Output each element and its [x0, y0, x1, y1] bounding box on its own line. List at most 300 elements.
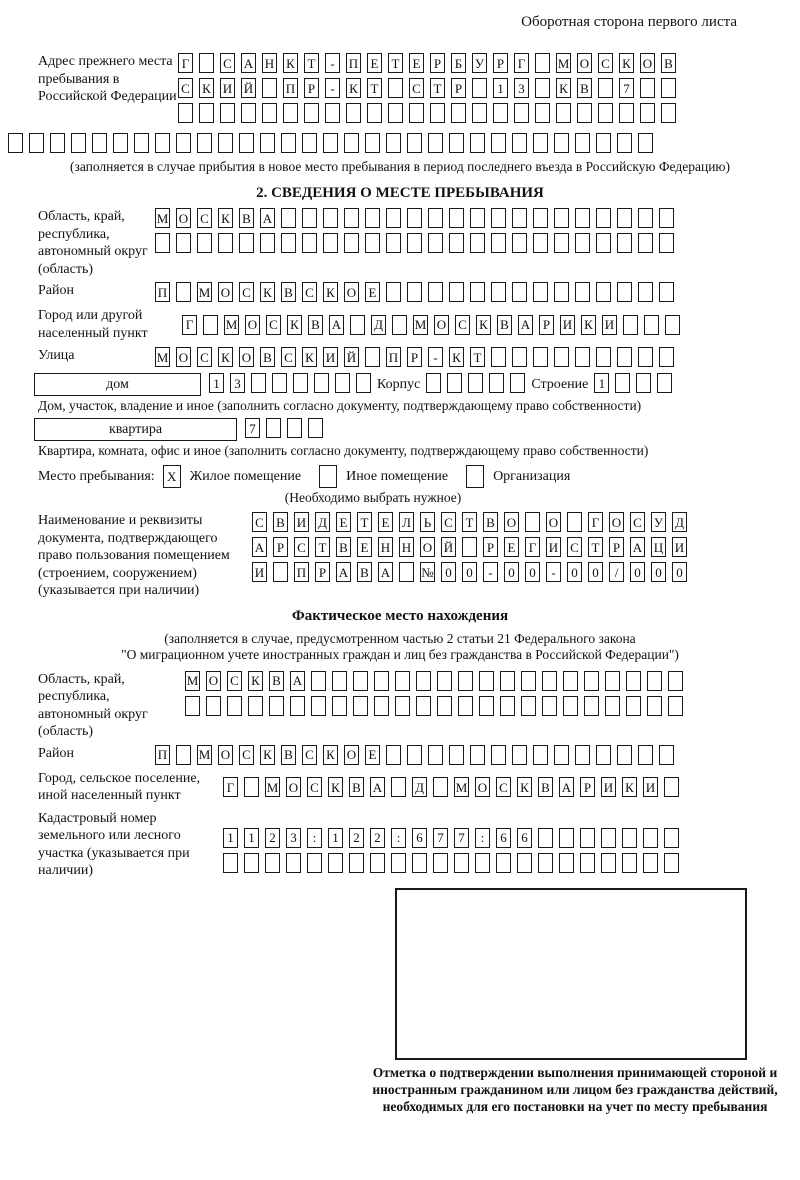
char-cell[interactable]: К [283, 53, 298, 73]
char-cell[interactable] [617, 133, 632, 153]
char-cell[interactable] [605, 696, 620, 716]
char-cell[interactable]: П [386, 347, 401, 367]
char-cell[interactable] [428, 233, 443, 253]
char-cell[interactable]: Г [514, 53, 529, 73]
char-cell[interactable] [344, 208, 359, 228]
char-cell[interactable] [491, 233, 506, 253]
char-cell[interactable] [626, 696, 641, 716]
char-cell[interactable] [512, 233, 527, 253]
char-cell[interactable] [332, 671, 347, 691]
char-cell[interactable] [409, 103, 424, 123]
char-cell[interactable]: О [239, 347, 254, 367]
char-cell[interactable] [311, 696, 326, 716]
char-cell[interactable]: Р [609, 537, 624, 557]
char-cell[interactable]: И [601, 777, 616, 797]
char-cell[interactable] [281, 208, 296, 228]
char-cell[interactable]: Е [409, 53, 424, 73]
char-cell[interactable] [622, 828, 637, 848]
char-cell[interactable] [311, 671, 326, 691]
char-cell[interactable]: - [428, 347, 443, 367]
char-cell[interactable]: 0 [567, 562, 582, 582]
char-cell[interactable] [665, 315, 680, 335]
char-cell[interactable]: - [325, 78, 340, 98]
char-cell[interactable] [533, 745, 548, 765]
char-cell[interactable]: Е [365, 745, 380, 765]
char-cell[interactable] [475, 853, 490, 873]
char-cell[interactable] [220, 103, 235, 123]
char-cell[interactable] [365, 347, 380, 367]
char-cell[interactable]: 1 [244, 828, 259, 848]
char-cell[interactable]: Н [378, 537, 393, 557]
char-cell[interactable]: 3 [286, 828, 301, 848]
char-cell[interactable]: О [218, 282, 233, 302]
char-cell[interactable] [554, 282, 569, 302]
char-cell[interactable]: Т [304, 53, 319, 73]
char-cell[interactable] [563, 671, 578, 691]
char-cell[interactable]: Б [451, 53, 466, 73]
char-cell[interactable]: О [475, 777, 490, 797]
char-cell[interactable]: М [224, 315, 239, 335]
char-cell[interactable]: М [155, 347, 170, 367]
char-cell[interactable]: 7 [454, 828, 469, 848]
char-cell[interactable]: О [176, 347, 191, 367]
char-cell[interactable]: С [197, 347, 212, 367]
char-cell[interactable] [323, 208, 338, 228]
char-cell[interactable]: О [577, 53, 592, 73]
char-cell[interactable]: К [218, 347, 233, 367]
char-cell[interactable]: И [560, 315, 575, 335]
char-cell[interactable] [554, 233, 569, 253]
char-cell[interactable] [356, 373, 371, 393]
char-cell[interactable] [395, 671, 410, 691]
char-cell[interactable]: Т [430, 78, 445, 98]
char-cell[interactable]: С [567, 537, 582, 557]
char-cell[interactable] [281, 133, 296, 153]
char-cell[interactable]: И [546, 537, 561, 557]
char-cell[interactable] [433, 853, 448, 873]
char-cell[interactable] [538, 828, 553, 848]
char-cell[interactable] [554, 347, 569, 367]
char-cell[interactable]: 0 [651, 562, 666, 582]
char-cell[interactable] [623, 315, 638, 335]
char-cell[interactable] [302, 133, 317, 153]
char-cell[interactable] [577, 103, 592, 123]
char-cell[interactable] [344, 133, 359, 153]
char-cell[interactable]: Р [483, 537, 498, 557]
char-cell[interactable]: А [370, 777, 385, 797]
char-cell[interactable] [489, 373, 504, 393]
char-cell[interactable]: О [504, 512, 519, 532]
char-cell[interactable]: Е [504, 537, 519, 557]
char-cell[interactable]: 0 [630, 562, 645, 582]
char-cell[interactable]: Р [304, 78, 319, 98]
char-cell[interactable] [176, 233, 191, 253]
char-cell[interactable] [328, 853, 343, 873]
char-cell[interactable] [365, 133, 380, 153]
char-cell[interactable] [269, 696, 284, 716]
char-cell[interactable] [260, 133, 275, 153]
char-cell[interactable]: 3 [514, 78, 529, 98]
char-cell[interactable] [458, 671, 473, 691]
char-cell[interactable] [664, 828, 679, 848]
char-cell[interactable] [514, 103, 529, 123]
char-cell[interactable] [596, 282, 611, 302]
char-cell[interactable] [470, 745, 485, 765]
char-cell[interactable]: Г [588, 512, 603, 532]
char-cell[interactable]: О [245, 315, 260, 335]
char-cell[interactable]: К [302, 347, 317, 367]
char-cell[interactable] [302, 208, 317, 228]
char-cell[interactable]: К [449, 347, 464, 367]
char-cell[interactable] [554, 745, 569, 765]
char-cell[interactable] [349, 853, 364, 873]
char-cell[interactable]: 7 [433, 828, 448, 848]
char-cell[interactable] [638, 208, 653, 228]
char-cell[interactable] [575, 208, 590, 228]
char-cell[interactable] [370, 853, 385, 873]
char-cell[interactable] [643, 828, 658, 848]
char-cell[interactable] [239, 233, 254, 253]
char-cell[interactable]: О [640, 53, 655, 73]
char-cell[interactable] [617, 233, 632, 253]
char-cell[interactable] [386, 133, 401, 153]
char-cell[interactable] [449, 133, 464, 153]
char-cell[interactable]: О [546, 512, 561, 532]
char-cell[interactable] [449, 233, 464, 253]
char-cell[interactable]: Т [470, 347, 485, 367]
char-cell[interactable]: О [344, 282, 359, 302]
char-cell[interactable] [454, 853, 469, 873]
char-cell[interactable]: С [239, 282, 254, 302]
char-cell[interactable] [538, 853, 553, 873]
char-cell[interactable] [407, 282, 422, 302]
char-cell[interactable] [197, 233, 212, 253]
char-cell[interactable] [244, 777, 259, 797]
char-cell[interactable] [437, 696, 452, 716]
char-cell[interactable]: Р [493, 53, 508, 73]
char-cell[interactable] [344, 233, 359, 253]
char-cell[interactable]: Ц [651, 537, 666, 557]
char-cell[interactable]: Д [672, 512, 687, 532]
char-cell[interactable] [512, 208, 527, 228]
char-cell[interactable] [281, 233, 296, 253]
char-cell[interactable]: М [265, 777, 280, 797]
char-cell[interactable] [251, 373, 266, 393]
char-cell[interactable] [521, 671, 536, 691]
char-cell[interactable] [416, 671, 431, 691]
char-cell[interactable] [176, 745, 191, 765]
char-cell[interactable] [580, 828, 595, 848]
char-cell[interactable]: Н [399, 537, 414, 557]
char-cell[interactable]: Г [182, 315, 197, 335]
char-cell[interactable]: 0 [525, 562, 540, 582]
char-cell[interactable]: К [556, 78, 571, 98]
char-cell[interactable]: С [294, 537, 309, 557]
char-cell[interactable]: М [185, 671, 200, 691]
char-cell[interactable]: С [302, 282, 317, 302]
char-cell[interactable] [407, 133, 422, 153]
char-cell[interactable] [350, 315, 365, 335]
char-cell[interactable] [664, 853, 679, 873]
char-cell[interactable]: В [661, 53, 676, 73]
char-cell[interactable] [479, 671, 494, 691]
char-cell[interactable] [391, 777, 406, 797]
char-cell[interactable] [293, 373, 308, 393]
char-cell[interactable] [388, 78, 403, 98]
checkbox[interactable] [466, 465, 484, 488]
char-cell[interactable] [575, 282, 590, 302]
char-cell[interactable] [265, 853, 280, 873]
char-cell[interactable] [449, 745, 464, 765]
char-cell[interactable]: Т [367, 78, 382, 98]
char-cell[interactable] [596, 133, 611, 153]
char-cell[interactable]: У [472, 53, 487, 73]
char-cell[interactable] [262, 78, 277, 98]
char-cell[interactable] [617, 745, 632, 765]
char-cell[interactable]: С [455, 315, 470, 335]
char-cell[interactable]: П [294, 562, 309, 582]
char-cell[interactable] [542, 696, 557, 716]
char-cell[interactable]: А [252, 537, 267, 557]
char-cell[interactable] [185, 696, 200, 716]
char-cell[interactable]: В [269, 671, 284, 691]
char-cell[interactable]: А [378, 562, 393, 582]
char-cell[interactable] [640, 78, 655, 98]
char-cell[interactable] [248, 696, 263, 716]
char-cell[interactable]: Р [273, 537, 288, 557]
char-cell[interactable] [386, 233, 401, 253]
char-cell[interactable]: К [199, 78, 214, 98]
char-cell[interactable]: М [197, 745, 212, 765]
char-cell[interactable]: 6 [496, 828, 511, 848]
char-cell[interactable] [391, 853, 406, 873]
char-cell[interactable]: И [220, 78, 235, 98]
char-cell[interactable] [563, 696, 578, 716]
char-cell[interactable]: - [483, 562, 498, 582]
char-cell[interactable]: № [420, 562, 435, 582]
checkbox[interactable] [319, 465, 337, 488]
char-cell[interactable] [395, 696, 410, 716]
char-cell[interactable]: Ь [420, 512, 435, 532]
char-cell[interactable] [449, 208, 464, 228]
char-cell[interactable] [668, 696, 683, 716]
char-cell[interactable]: С [227, 671, 242, 691]
char-cell[interactable]: О [176, 208, 191, 228]
char-cell[interactable] [386, 208, 401, 228]
char-cell[interactable] [533, 347, 548, 367]
char-cell[interactable] [626, 671, 641, 691]
char-cell[interactable] [493, 103, 508, 123]
char-cell[interactable] [533, 208, 548, 228]
char-cell[interactable] [353, 671, 368, 691]
char-cell[interactable] [428, 745, 443, 765]
char-cell[interactable]: Т [388, 53, 403, 73]
char-cell[interactable] [659, 745, 674, 765]
char-cell[interactable] [617, 347, 632, 367]
char-cell[interactable]: К [287, 315, 302, 335]
char-cell[interactable]: Р [451, 78, 466, 98]
char-cell[interactable]: С [496, 777, 511, 797]
char-cell[interactable]: О [420, 537, 435, 557]
char-cell[interactable] [218, 133, 233, 153]
char-cell[interactable] [575, 133, 590, 153]
house-box[interactable]: дом [34, 373, 201, 396]
char-cell[interactable]: 3 [230, 373, 245, 393]
char-cell[interactable]: 1 [493, 78, 508, 98]
char-cell[interactable] [470, 282, 485, 302]
char-cell[interactable]: С [409, 78, 424, 98]
char-cell[interactable] [554, 133, 569, 153]
char-cell[interactable] [407, 233, 422, 253]
char-cell[interactable] [479, 696, 494, 716]
char-cell[interactable] [8, 133, 23, 153]
char-cell[interactable] [659, 347, 674, 367]
char-cell[interactable] [500, 671, 515, 691]
char-cell[interactable] [374, 696, 389, 716]
char-cell[interactable] [596, 745, 611, 765]
char-cell[interactable]: Г [525, 537, 540, 557]
char-cell[interactable]: О [344, 745, 359, 765]
char-cell[interactable]: 2 [265, 828, 280, 848]
char-cell[interactable] [657, 373, 672, 393]
char-cell[interactable]: / [609, 562, 624, 582]
char-cell[interactable] [659, 233, 674, 253]
char-cell[interactable]: 0 [462, 562, 477, 582]
char-cell[interactable]: В [357, 562, 372, 582]
char-cell[interactable]: К [260, 745, 275, 765]
char-cell[interactable]: 2 [370, 828, 385, 848]
char-cell[interactable]: М [454, 777, 469, 797]
char-cell[interactable]: А [290, 671, 305, 691]
char-cell[interactable] [323, 233, 338, 253]
char-cell[interactable] [596, 208, 611, 228]
char-cell[interactable]: - [546, 562, 561, 582]
char-cell[interactable]: А [329, 315, 344, 335]
char-cell[interactable] [500, 696, 515, 716]
char-cell[interactable]: К [476, 315, 491, 335]
char-cell[interactable]: К [619, 53, 634, 73]
char-cell[interactable] [386, 745, 401, 765]
char-cell[interactable] [290, 696, 305, 716]
char-cell[interactable] [273, 562, 288, 582]
char-cell[interactable] [262, 103, 277, 123]
char-cell[interactable] [388, 103, 403, 123]
char-cell[interactable] [437, 671, 452, 691]
char-cell[interactable] [491, 208, 506, 228]
char-cell[interactable] [332, 696, 347, 716]
char-cell[interactable]: Р [407, 347, 422, 367]
char-cell[interactable] [433, 777, 448, 797]
char-cell[interactable]: М [556, 53, 571, 73]
char-cell[interactable] [496, 853, 511, 873]
char-cell[interactable]: В [538, 777, 553, 797]
char-cell[interactable] [521, 696, 536, 716]
char-cell[interactable] [206, 696, 221, 716]
char-cell[interactable] [559, 828, 574, 848]
char-cell[interactable] [451, 103, 466, 123]
char-cell[interactable] [472, 103, 487, 123]
char-cell[interactable] [638, 133, 653, 153]
char-cell[interactable]: И [672, 537, 687, 557]
char-cell[interactable] [325, 103, 340, 123]
char-cell[interactable]: С [302, 745, 317, 765]
char-cell[interactable]: В [281, 282, 296, 302]
char-cell[interactable] [575, 745, 590, 765]
char-cell[interactable]: И [602, 315, 617, 335]
char-cell[interactable]: В [308, 315, 323, 335]
char-cell[interactable] [197, 133, 212, 153]
char-cell[interactable] [178, 103, 193, 123]
char-cell[interactable] [176, 282, 191, 302]
char-cell[interactable]: С [178, 78, 193, 98]
char-cell[interactable] [491, 347, 506, 367]
apartment-box[interactable]: квартира [34, 418, 237, 441]
char-cell[interactable]: К [622, 777, 637, 797]
char-cell[interactable]: Е [378, 512, 393, 532]
char-cell[interactable] [307, 853, 322, 873]
char-cell[interactable] [638, 745, 653, 765]
char-cell[interactable] [367, 103, 382, 123]
char-cell[interactable]: Р [430, 53, 445, 73]
char-cell[interactable]: С [598, 53, 613, 73]
char-cell[interactable] [426, 373, 441, 393]
char-cell[interactable] [617, 208, 632, 228]
char-cell[interactable]: К [581, 315, 596, 335]
char-cell[interactable]: В [349, 777, 364, 797]
char-cell[interactable] [266, 418, 281, 438]
char-cell[interactable] [575, 347, 590, 367]
char-cell[interactable]: О [218, 745, 233, 765]
char-cell[interactable]: А [630, 537, 645, 557]
char-cell[interactable]: Р [580, 777, 595, 797]
char-cell[interactable] [542, 671, 557, 691]
char-cell[interactable] [244, 853, 259, 873]
char-cell[interactable]: 0 [588, 562, 603, 582]
char-cell[interactable] [304, 103, 319, 123]
char-cell[interactable] [346, 103, 361, 123]
char-cell[interactable]: К [260, 282, 275, 302]
char-cell[interactable]: 1 [594, 373, 609, 393]
char-cell[interactable] [365, 208, 380, 228]
char-cell[interactable] [302, 233, 317, 253]
char-cell[interactable]: С [239, 745, 254, 765]
char-cell[interactable] [510, 373, 525, 393]
char-cell[interactable] [596, 233, 611, 253]
char-cell[interactable] [218, 233, 233, 253]
char-cell[interactable]: 0 [441, 562, 456, 582]
char-cell[interactable] [283, 103, 298, 123]
char-cell[interactable]: А [241, 53, 256, 73]
char-cell[interactable]: М [197, 282, 212, 302]
char-cell[interactable] [659, 282, 674, 302]
char-cell[interactable] [605, 671, 620, 691]
char-cell[interactable] [517, 853, 532, 873]
char-cell[interactable] [407, 208, 422, 228]
char-cell[interactable] [392, 315, 407, 335]
char-cell[interactable]: - [325, 53, 340, 73]
char-cell[interactable]: 7 [245, 418, 260, 438]
char-cell[interactable] [314, 373, 329, 393]
char-cell[interactable]: 1 [328, 828, 343, 848]
char-cell[interactable] [559, 853, 574, 873]
char-cell[interactable] [601, 828, 616, 848]
char-cell[interactable]: Т [588, 537, 603, 557]
char-cell[interactable] [241, 103, 256, 123]
char-cell[interactable] [512, 282, 527, 302]
char-cell[interactable]: О [434, 315, 449, 335]
char-cell[interactable]: В [483, 512, 498, 532]
char-cell[interactable]: П [155, 745, 170, 765]
